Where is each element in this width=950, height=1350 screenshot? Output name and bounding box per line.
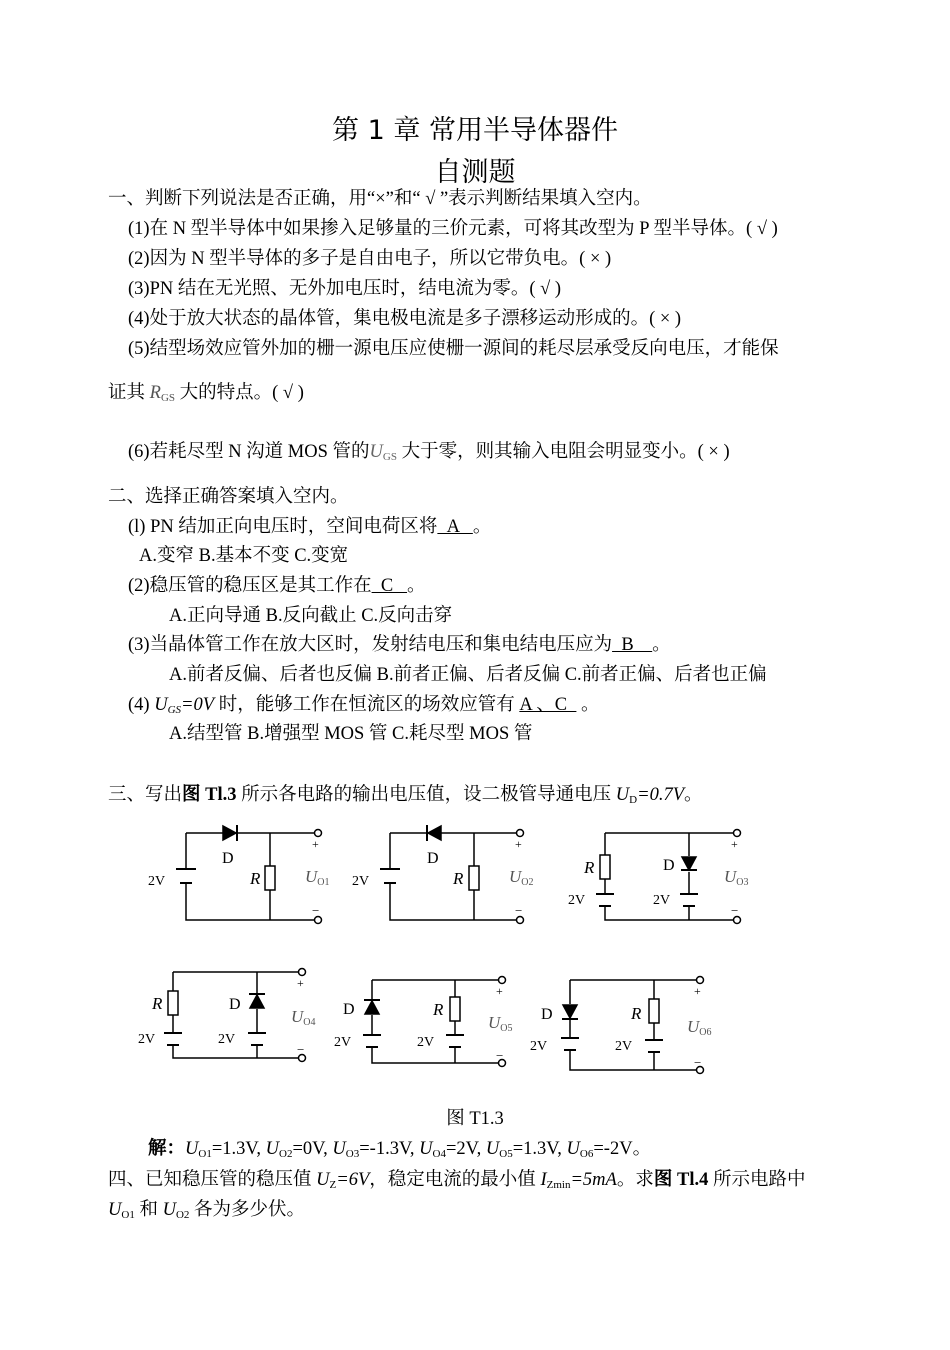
sec2-q1: (l) PN 结加正向电压时，空间电荷区将 A 。 bbox=[128, 517, 492, 537]
sec2-q2: (2)稳压管的稳压区是其工作在 C 。 bbox=[128, 576, 426, 596]
circuit-label: + bbox=[694, 984, 701, 998]
sec2-q4-options: A.结型管 B.增强型 MOS 管 C.耗尽型 MOS 管 bbox=[169, 724, 533, 744]
sec1-q5-line1: (5)结型场效应管外加的栅一源电压应使栅一源间的耗尽层承受反向电压，才能保 bbox=[128, 339, 779, 359]
sec1-q4: (4)处于放大状态的晶体管，集电极电流是多子漂移运动形成的。( × ) bbox=[128, 309, 682, 329]
diode-label: D bbox=[663, 857, 675, 874]
diode-label: D bbox=[222, 850, 234, 867]
resistor-label: R bbox=[631, 1004, 642, 1023]
circuit-label: + bbox=[515, 837, 522, 851]
answer-value: $U_{O1}=1.3V$, bbox=[185, 1139, 266, 1160]
circuit-1 bbox=[176, 825, 322, 924]
source-voltage-label: 2V bbox=[138, 1032, 156, 1047]
source-voltage-label: 2V bbox=[148, 874, 166, 889]
answer-blank: B bbox=[612, 635, 653, 655]
circuit-5 bbox=[363, 977, 506, 1067]
circuit-label: + bbox=[297, 976, 304, 990]
output-voltage-label: UO2 bbox=[509, 867, 534, 888]
circuit-label: − bbox=[496, 1048, 504, 1063]
circuit-figure-t1-3 bbox=[0, 815, 950, 1090]
source-voltage-label: 2V bbox=[568, 893, 586, 908]
source-voltage-label: 2V bbox=[653, 893, 671, 908]
sec3-answer: 解：$U_{O1}=1.3V$, $U_{O2}=0V$, $U_{O3}=-1.3V$, $U_{O4}=2V$, $U_{O5}=1.3V$, $U_{O6}=-2V$。 bbox=[148, 1139, 652, 1160]
output-voltage-label: UO3 bbox=[724, 867, 749, 888]
output-voltage-label: UO6 bbox=[687, 1017, 712, 1038]
answer-blank: A bbox=[437, 517, 473, 537]
circuit-label: + bbox=[312, 837, 319, 851]
resistor-label: R bbox=[250, 869, 261, 888]
resistor-label: R bbox=[152, 994, 163, 1013]
circuit-label: − bbox=[515, 903, 523, 918]
circuit-label: − bbox=[694, 1055, 702, 1070]
sec2-heading: 二、选择正确答案填入空内。 bbox=[108, 487, 349, 507]
output-voltage-label: UO4 bbox=[291, 1007, 316, 1028]
sec1-q3: (3)PN 结在无光照、无外加电压时，结电流为零。( √ ) bbox=[128, 279, 562, 299]
sec4-line2: $U_{O1}$ 和 $U_{O2}$ 各为多少伏。 bbox=[108, 1200, 306, 1221]
circuit-label: + bbox=[731, 837, 738, 851]
answer-value: $U_{O3}=-1.3V$, bbox=[332, 1139, 420, 1160]
resistor-label: R bbox=[584, 858, 595, 877]
sec1-q1: (1)在 N 型半导体中如果掺入足够量的三价元素，可将其改型为 P 型半导体。( √ ) bbox=[128, 219, 778, 239]
sec2-q1-options: A.变窄 B.基本不变 C.变宽 bbox=[139, 546, 349, 566]
circuit-3 bbox=[596, 830, 741, 924]
output-voltage-label: UO5 bbox=[488, 1013, 513, 1034]
answer-blank: C bbox=[371, 576, 408, 596]
sec2-q3-options: A.前者反偏、后者也反偏 B.前者正偏、后者反偏 C.前者正偏、后者也正偏 bbox=[169, 665, 767, 685]
answer-value: $U_{O2}=0V$, bbox=[265, 1139, 333, 1160]
diode-label: D bbox=[343, 1001, 355, 1018]
circuit-label: − bbox=[731, 903, 739, 918]
sec1-q6: (6)若耗尽型 N 沟道 MOS 管的$U_{GS}$ 大于零，则其输入电阻会明显变小。( × ) bbox=[128, 442, 730, 463]
sec1-q5-line2: 证其 $R_{GS}$ 大的特点。( √ ) bbox=[108, 383, 304, 404]
output-voltage-label: UO1 bbox=[305, 867, 330, 888]
sec1-heading: 一、判断下列说法是否正确，用“×”和“ √ ”表示判断结果填入空内。 bbox=[108, 189, 652, 209]
source-voltage-label: 2V bbox=[334, 1035, 352, 1050]
answer-value: $U_{O5}=1.3V$, bbox=[485, 1139, 567, 1160]
circuit-label: − bbox=[312, 903, 320, 918]
source-voltage-label: 2V bbox=[218, 1032, 236, 1047]
section-subtitle: 自测题 bbox=[434, 157, 516, 188]
chapter-title: 第 1 章 常用半导体器件 bbox=[332, 115, 618, 146]
sec2-q3: (3)当晶体管工作在放大区时，发射结电压和集电结电压应为 B 。 bbox=[128, 635, 671, 655]
sec2-q4: (4) $U_{GS}=0V$ 时，能够工作在恒流区的场效应管有 A 、C 。 bbox=[128, 695, 600, 716]
circuit-2 bbox=[380, 825, 524, 924]
answer-value: $U_{O4}=2V$, bbox=[419, 1139, 486, 1160]
circuit-6 bbox=[561, 977, 704, 1074]
circuit-label: + bbox=[496, 984, 503, 998]
answer-blank: A 、C bbox=[519, 695, 577, 715]
circuit-label: − bbox=[297, 1042, 305, 1057]
answer-value: $U_{O6}=-2V$ bbox=[566, 1139, 633, 1160]
source-voltage-label: 2V bbox=[417, 1035, 435, 1050]
sec4-line1: 四、已知稳压管的稳压值 $U_Z=6V$，稳定电流的最小值 $I_{Zmin}=5mA$。求图 Tl.4 所示电路中 bbox=[108, 1170, 806, 1191]
circuit-4 bbox=[164, 969, 306, 1062]
resistor-label: R bbox=[433, 1000, 444, 1019]
sec3-heading: 三、写出图 Tl.3 所示各电路的输出电压值，设二极管导通电压 $U_D=0.7V$。 bbox=[108, 785, 703, 806]
source-voltage-label: 2V bbox=[615, 1039, 633, 1054]
source-voltage-label: 2V bbox=[352, 874, 370, 889]
source-voltage-label: 2V bbox=[530, 1039, 548, 1054]
diode-label: D bbox=[427, 850, 439, 867]
sec1-q2: (2)因为 N 型半导体的多子是自由电子，所以它带负电。( × ) bbox=[128, 249, 612, 269]
figure-caption: 图 T1.3 bbox=[446, 1109, 504, 1129]
sec2-q2-options: A.正向导通 B.反向截止 C.反向击穿 bbox=[169, 606, 453, 626]
resistor-label: R bbox=[453, 869, 464, 888]
diode-label: D bbox=[229, 996, 241, 1013]
diode-label: D bbox=[541, 1006, 553, 1023]
